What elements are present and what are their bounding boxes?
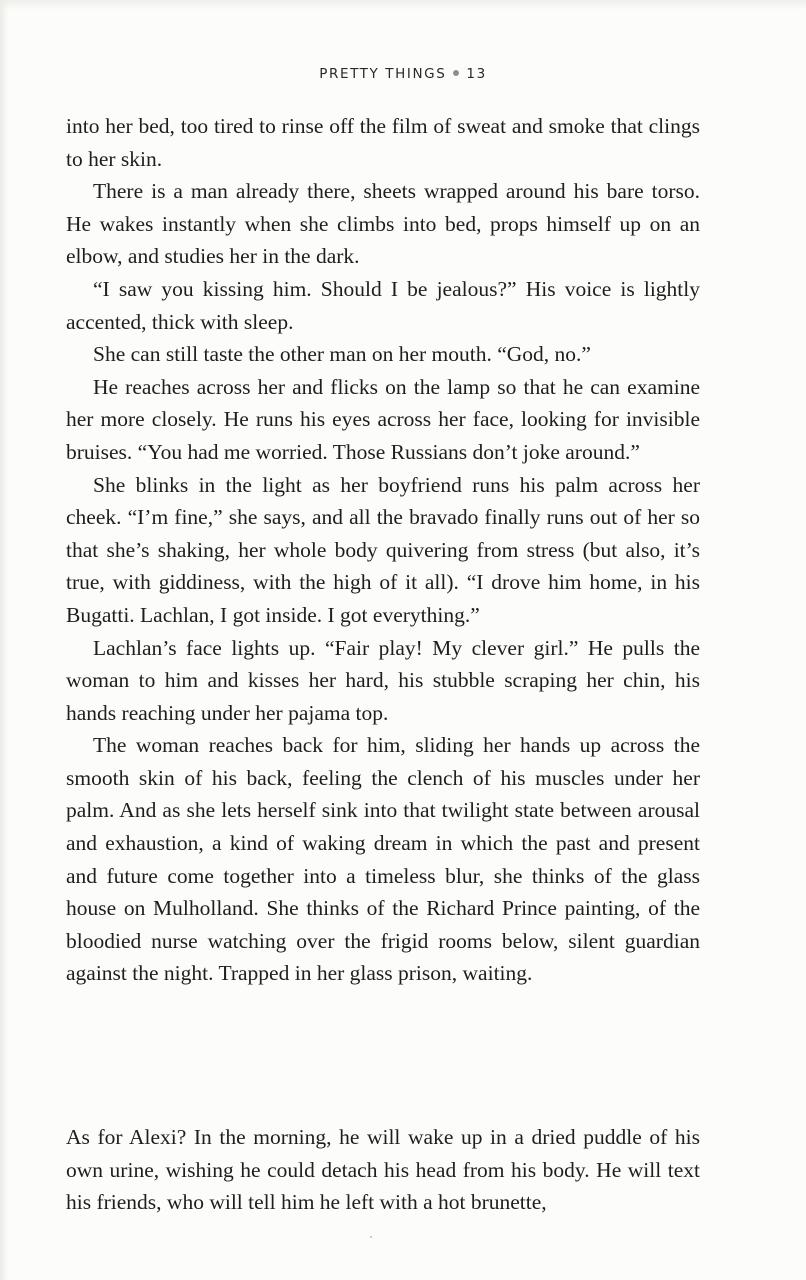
bullet-separator-icon <box>453 70 459 76</box>
paragraph: The woman reaches back for him, sliding her hands up across the smooth skin of his back, feeling the clench of his muscles under her palm. And as she lets herself sink into that twilight state between arousal and exhaustion, a kind of waking dream in which the past and present and future come together into a timeless blur, she thinks of the glass house on Mulholland. She thinks of the Richard Prince painting, of the bloodied nurse watching over the frigid rooms below, silent guardian against the night. Trapped in her glass prison, waiting. <box>66 733 700 986</box>
paragraph: She can still taste the other man on her mouth. “God, no.” <box>93 342 591 367</box>
scan-edge-top <box>0 0 806 10</box>
running-head <box>0 66 806 82</box>
paragraph: As for Alexi? In the morning, he will wake up in a dried puddle of his own urine, wishing he could detach his head from his body. He will text his friends, who will tell him he left with a hot brunette, <box>66 1125 700 1215</box>
paragraph: “I saw you kissing him. Should I be jealous?” His voice is lightly accented, thick with sleep. <box>66 276 700 334</box>
paragraph: into her bed, too tired to rinse off the film of sweat and smoke that clings to her skin. <box>66 114 700 171</box>
text-block-main <box>66 110 700 990</box>
text-block-section-break <box>66 1121 700 1219</box>
paragraph: Lachlan’s face lights up. “Fair play! My clever girl.” He pulls the woman to him and kisses her hard, his stubble scraping her chin, his hands reaching under her pajama top. <box>66 635 700 725</box>
running-title: PRETTY THINGS <box>319 66 447 82</box>
scan-speck <box>370 1236 372 1238</box>
paragraph: He reaches across her and flicks on the lamp so that he can examine her more closely. He runs his eyes across her face, looking for invisible bruises. “You had me worried. Those Russians don’t joke around.” <box>66 374 700 464</box>
page-number: 13 <box>466 66 487 82</box>
scan-edge-left <box>0 0 8 1280</box>
paragraph: There is a man already there, sheets wrapped around his bare torso. He wakes instantly when she climbs into bed, props himself up on an elbow, and studies her in the dark. <box>66 179 700 269</box>
paragraph: She blinks in the light as her boyfriend runs his palm across her cheek. “I’m fine,” she says, and all the bravado finally runs out of her so that she’s shaking, her whole body quivering from stress (but also, it’s true, with giddiness, with the high of it all). “I drove him home, in his Bugatti. Lachlan, I got inside. I got everything.” <box>66 472 700 627</box>
